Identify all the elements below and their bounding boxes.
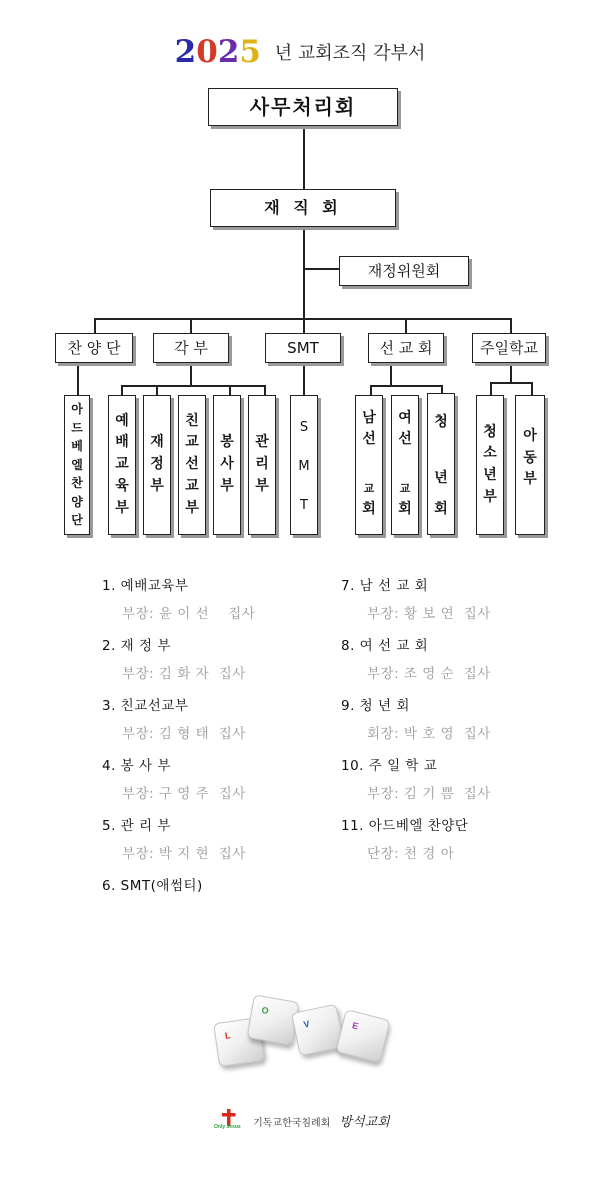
smt-box: SMT bbox=[265, 333, 341, 363]
sunday-school-box: 주일학교 bbox=[472, 333, 546, 363]
finance-dept-box: 재정부 bbox=[143, 395, 171, 535]
departments-box: 각 부 bbox=[153, 333, 229, 363]
key-l: L bbox=[213, 1017, 265, 1067]
year-title: 2025 bbox=[174, 34, 261, 70]
list-item: 9. 청 년 회 회장: 박 호 영 집사 bbox=[341, 698, 491, 742]
service-dept-box: 봉사부 bbox=[213, 395, 241, 535]
management-dept-box: 관리부 bbox=[248, 395, 276, 535]
church-name: 방석교회 bbox=[339, 1114, 390, 1130]
fellowship-mission-box: 친교선교부 bbox=[178, 395, 206, 535]
youth-dept-box: 청소년부 bbox=[476, 395, 504, 535]
list-item: 5. 관 리 부 부장: 박 지 현 집사 bbox=[102, 818, 246, 862]
list-item: 2. 재 정 부 부장: 김 화 자 집사 bbox=[102, 638, 246, 682]
page-header bbox=[0, 34, 600, 70]
list-item: 4. 봉 사 부 부장: 구 영 주 집사 bbox=[102, 758, 246, 802]
adbeel-choir-box: 아드베엘찬양단 bbox=[64, 395, 90, 535]
womens-mission-box: 여 선 교 회 bbox=[391, 395, 419, 535]
church-footer bbox=[214, 1108, 390, 1134]
worship-education-box: 예배교육부 bbox=[108, 395, 136, 535]
page-title: 년 교회조직 각부서 bbox=[274, 43, 426, 64]
smt-vertical-box: S M T bbox=[290, 395, 318, 535]
church-denomination: 기독교한국침례회 bbox=[253, 1117, 331, 1129]
list-item: 8. 여 선 교 회 부장: 조 영 순 집사 bbox=[341, 638, 491, 682]
finance-committee-box: 재정위원회 bbox=[339, 256, 469, 286]
cross-logo-icon bbox=[214, 1108, 244, 1134]
logo-text: Only Jesus bbox=[214, 1124, 241, 1130]
list-item: 7. 남 선 교 회 부장: 황 보 연 집사 bbox=[341, 578, 491, 622]
mens-mission-box: 남 선 교 회 bbox=[355, 395, 383, 535]
youth-group-box: 청 년 회 bbox=[427, 393, 455, 535]
key-v: V bbox=[291, 1004, 345, 1057]
list-item: 11. 아드베엘 찬양단 단장: 천 경 아 bbox=[341, 818, 469, 862]
choir-box: 찬 양 단 bbox=[55, 333, 133, 363]
key-e: E bbox=[335, 1009, 390, 1063]
key-o: O bbox=[247, 994, 300, 1045]
list-item: 6. SMT(애썸티) bbox=[102, 878, 203, 894]
general-assembly-box: 사무처리회 bbox=[208, 88, 398, 126]
children-dept-box: 아동부 bbox=[515, 395, 545, 535]
list-item: 1. 예배교육부 부장: 윤 이 선 집사 bbox=[102, 578, 256, 622]
list-item: 3. 친교선교부 부장: 김 형 태 집사 bbox=[102, 698, 246, 742]
deacons-board-box: 재 직 회 bbox=[210, 189, 396, 227]
list-item: 10. 주 일 학 교 부장: 김 기 쁨 집사 bbox=[341, 758, 491, 802]
mission-society-box: 선 교 회 bbox=[368, 333, 444, 363]
